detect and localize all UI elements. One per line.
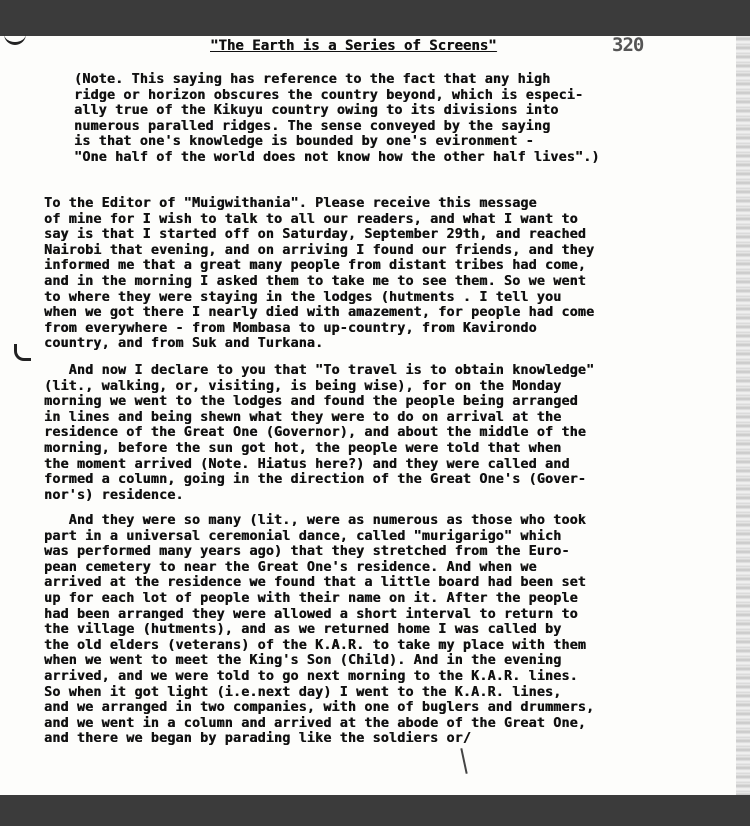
- text-line: to where they were staying in the lodges (hutments . I tell you: [44, 289, 562, 305]
- text-line: from everywhere - from Mombasa to up-country, from Kavirondo: [44, 320, 537, 336]
- text-line: informed me that a great many people from distant tribes had come,: [44, 258, 586, 274]
- viewer-bottom-bar: [0, 795, 750, 826]
- body-paragraph-3: [44, 513, 694, 747]
- text-line: And now I declare to you that "To travel is to obtain knowledge": [44, 363, 595, 378]
- text-line: part in a universal ceremonial dance, called "murigarigo" which: [44, 528, 562, 544]
- text-line: (lit., walking, or, visiting, is being wise), for on the Monday: [44, 378, 562, 394]
- text-line: and we arranged in two companies, with one of buglers and drummers,: [44, 700, 595, 716]
- note-line: is that one's knowledge is bounded by one's evironment -: [74, 134, 534, 150]
- body-paragraph-2: [44, 363, 694, 503]
- text-line: the moment arrived (Note. Hiatus here?) and they were called and: [44, 456, 570, 472]
- document-title: "The Earth is a Series of Screens": [210, 38, 497, 54]
- note-line: ridge or horizon obscures the country beyond, which is especi-: [74, 87, 584, 103]
- page-number: 320: [612, 34, 644, 56]
- text-line: arrived at the residence we found that a little board had been set: [44, 575, 586, 591]
- text-line: in lines and being shewn what they were to do on arrival at the: [44, 409, 562, 425]
- text-line: and we went in a column and arrived at the abode of the Great One,: [44, 715, 586, 731]
- note-paragraph: [74, 72, 694, 166]
- text-line: arrived, and we were told to go next morning to the K.A.R. lines.: [44, 668, 578, 684]
- text-line: and there we began by parading like the soldiers or/: [44, 731, 472, 747]
- text-line: morning we went to the lodges and found the people being arranged: [44, 394, 578, 410]
- text-line: say is that I started off on Saturday, September 29th, and reached: [44, 227, 586, 243]
- text-line: pean cemetery to near the Great One's residence. And when we: [44, 559, 537, 575]
- text-line: residence of the Great One (Governor), and about the middle of the: [44, 425, 586, 441]
- text-line: the village (hutments), and as we returned home I was called by: [44, 622, 562, 638]
- text-line: and in the morning I asked them to take me to see them. So we went: [44, 273, 586, 289]
- text-line: nor's) residence.: [44, 487, 184, 503]
- note-line: ally true of the Kikuyu country owing to its divisions into: [74, 103, 559, 119]
- text-line: when we got there I nearly died with amazement, for people had come: [44, 305, 595, 321]
- text-line: Nairobi that evening, and on arriving I found our friends, and they: [44, 242, 595, 258]
- text-line: morning, before the sun got hot, the people were told that when: [44, 440, 562, 456]
- text-line: formed a column, going in the direction of the Great One's (Gover-: [44, 472, 586, 488]
- note-line: numerous paralled ridges. The sense conveyed by the saying: [74, 118, 551, 134]
- note-line: "One half of the world does not know how the other half lives".): [74, 149, 600, 165]
- text-line: was performed many years ago) that they stretched from the Euro-: [44, 544, 570, 560]
- note-line: (Note. This saying has reference to the fact that any high: [74, 72, 551, 87]
- text-line: up for each lot of people with their name on it. After the people: [44, 590, 578, 606]
- text-line: So when it got light (i.e.next day) I went to the K.A.R. lines,: [44, 684, 562, 700]
- viewer-top-bar: [0, 0, 750, 36]
- text-line: country, and from Suk and Turkana.: [44, 336, 324, 352]
- body-paragraph-1: [44, 196, 694, 352]
- text-line: And they were so many (lit., were as numerous as those who took: [44, 513, 586, 528]
- handwritten-mark-margin: [14, 344, 31, 361]
- text-line: of mine for I wish to talk to all our readers, and what I want to: [44, 211, 578, 227]
- page-edge-shadow: [736, 36, 750, 795]
- text-line: To the Editor of "Muigwithania". Please receive this message: [44, 196, 537, 211]
- text-line: when we went to meet the King's Son (Child). And in the evening: [44, 653, 562, 669]
- text-line: the old elders (veterans) of the K.A.R. to take my place with them: [44, 637, 586, 653]
- text-line: had been arranged they were allowed a short interval to return to: [44, 606, 578, 622]
